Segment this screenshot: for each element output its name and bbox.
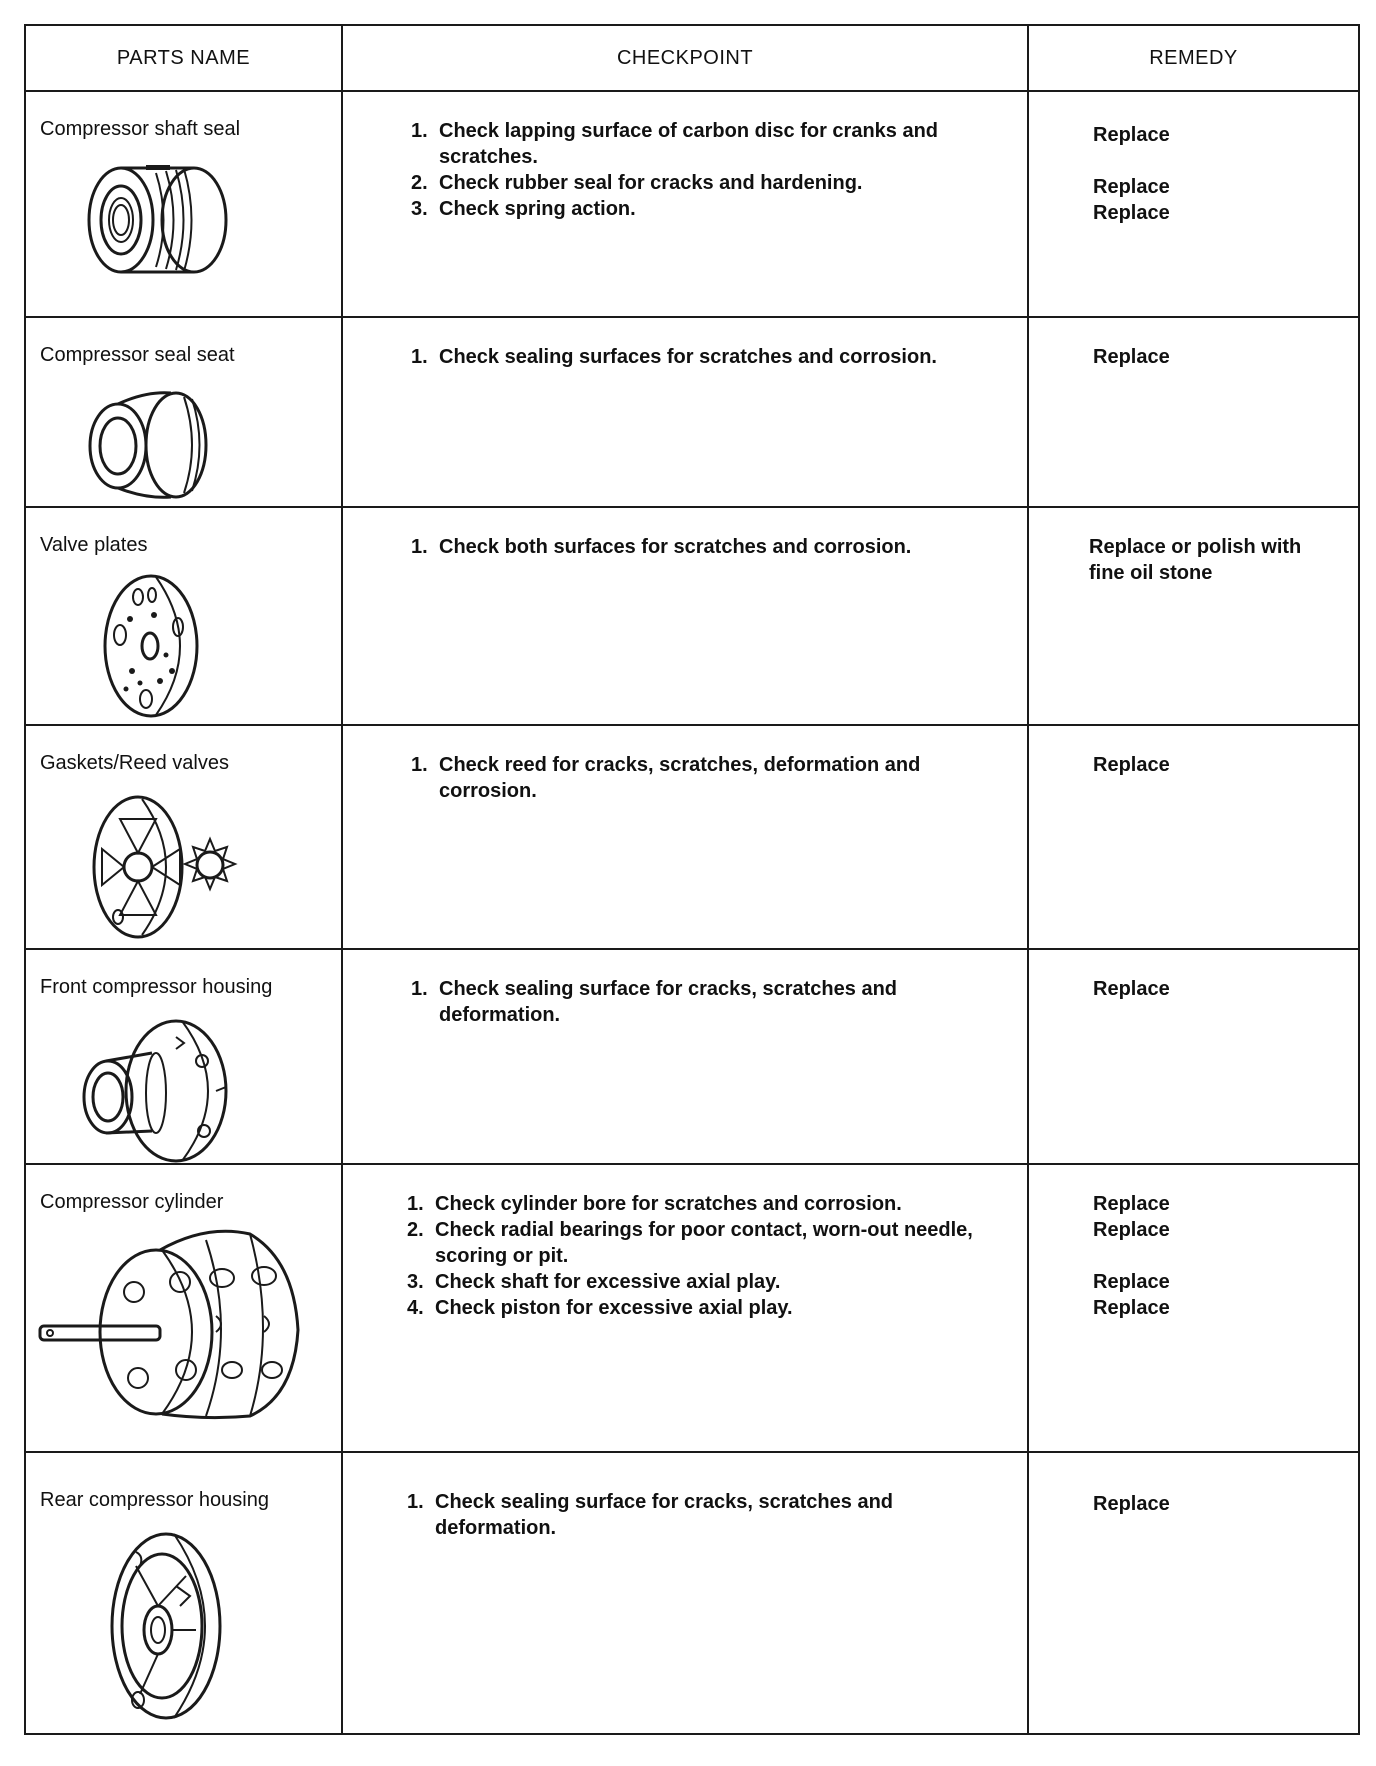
- checkpoint-text: Check spring action.: [439, 198, 636, 220]
- checkpoint-text: Check cylinder bore for scratches and corrosion.: [435, 1193, 902, 1215]
- remedy-text: Replace: [1093, 1493, 1170, 1515]
- table-header-row: [25, 25, 1359, 91]
- checkpoint-item: [411, 752, 997, 804]
- table-row: [25, 91, 1359, 317]
- checkpoint-list: [343, 950, 1027, 1028]
- remedy-cell: [1028, 1164, 1359, 1452]
- checkpoint-cell: [342, 725, 1028, 949]
- checkpoint-list: [343, 1165, 1027, 1321]
- checkpoint-text: Check radial bearings for poor contact, worn-out needle, scoring or pit.: [435, 1219, 973, 1267]
- remedy-text: Replace: [1093, 1297, 1170, 1319]
- part-name: Compressor cylinder: [40, 1191, 224, 1213]
- part-name: Compressor seal seat: [40, 344, 235, 366]
- checkpoint-text: Check sealing surfaces for scratches and corrosion.: [439, 346, 937, 368]
- inspection-table-sheet: [24, 24, 1358, 1748]
- checkpoint-item: [411, 118, 997, 170]
- part-cell: [25, 949, 342, 1164]
- checkpoint-number: 3.: [407, 1271, 424, 1293]
- remedy-text: Replace: [1093, 978, 1170, 1000]
- part-name: Compressor shaft seal: [40, 118, 241, 140]
- part-name: Gaskets/Reed valves: [40, 752, 229, 774]
- checkpoint-item: [411, 534, 997, 560]
- valve-plate-icon: [76, 571, 226, 721]
- checkpoint-list: [343, 726, 1027, 804]
- checkpoint-number: 4.: [407, 1297, 424, 1319]
- part-name: Rear compressor housing: [40, 1489, 269, 1511]
- remedy-text: Replace: [1093, 754, 1170, 776]
- checkpoint-number: 1.: [407, 1491, 424, 1513]
- checkpoint-header: CHECKPOINT: [342, 25, 1028, 91]
- checkpoint-item: [407, 1217, 997, 1269]
- table-row: [25, 507, 1359, 725]
- part-name: Valve plates: [40, 534, 148, 556]
- remedy-text: Replace: [1093, 1219, 1170, 1241]
- checkpoint-cell: [342, 507, 1028, 725]
- checkpoint-text: Check sealing surface for cracks, scratches and deformation.: [435, 1491, 894, 1539]
- checkpoint-text: Check piston for excessive axial play.: [435, 1297, 793, 1319]
- checkpoint-cell: [342, 317, 1028, 507]
- checkpoint-item: [411, 196, 997, 222]
- remedy-cell: [1028, 317, 1359, 507]
- table-row: [25, 317, 1359, 507]
- part-cell: [25, 725, 342, 949]
- remedy-text: Replace: [1093, 1271, 1170, 1293]
- table-row: [25, 1164, 1359, 1452]
- cylinder-icon: [36, 1220, 306, 1420]
- rear-housing-icon: [96, 1526, 256, 1726]
- checkpoint-cell: [342, 1452, 1028, 1734]
- shaft-seal-icon: [76, 155, 236, 285]
- remedy-text: Replace: [1093, 346, 1170, 368]
- remedy-cell: [1028, 1452, 1359, 1734]
- part-cell: [25, 317, 342, 507]
- remedy-text: Replace or polish with fine oil stone: [1089, 536, 1302, 584]
- remedy-text: Replace: [1093, 176, 1170, 198]
- checkpoint-cell: [342, 1164, 1028, 1452]
- remedy-cell: [1028, 949, 1359, 1164]
- remedy-cell: [1028, 725, 1359, 949]
- checkpoint-text: Check both surfaces for scratches and corrosion.: [439, 536, 912, 558]
- checkpoint-number: 1.: [411, 346, 428, 368]
- remedy-header: REMEDY: [1028, 25, 1359, 91]
- checkpoint-item: [411, 170, 997, 196]
- parts-name-header: PARTS NAME: [25, 25, 342, 91]
- table-row: [25, 949, 1359, 1164]
- remedy-cell: [1028, 91, 1359, 317]
- checkpoint-number: 1.: [411, 120, 428, 142]
- checkpoint-item: [407, 1191, 997, 1217]
- seal-seat-icon: [76, 381, 226, 501]
- part-cell: [25, 1164, 342, 1452]
- part-name: Front compressor housing: [40, 976, 273, 998]
- checkpoint-number: 2.: [411, 172, 428, 194]
- part-cell: [25, 1452, 342, 1734]
- remedy-text: Replace: [1093, 202, 1170, 224]
- part-cell: [25, 91, 342, 317]
- inspection-table: [24, 24, 1360, 1735]
- checkpoint-text: Check lapping surface of carbon disc for cranks and scratches.: [439, 120, 939, 168]
- remedy-text: Replace: [1093, 124, 1170, 146]
- checkpoint-cell: [342, 949, 1028, 1164]
- remedy-cell: [1028, 507, 1359, 725]
- checkpoint-item: [407, 1295, 997, 1321]
- checkpoint-number: 1.: [411, 536, 428, 558]
- checkpoint-text: Check sealing surface for cracks, scratches and deformation.: [439, 978, 898, 1026]
- checkpoint-list: [343, 92, 1027, 222]
- checkpoint-item: [411, 976, 997, 1028]
- table-row: [25, 1452, 1359, 1734]
- checkpoint-list: [343, 1453, 1027, 1541]
- checkpoint-number: 1.: [407, 1193, 424, 1215]
- checkpoint-number: 3.: [411, 198, 428, 220]
- checkpoint-item: [407, 1489, 997, 1541]
- part-cell: [25, 507, 342, 725]
- checkpoint-number: 1.: [411, 978, 428, 1000]
- checkpoint-text: Check rubber seal for cracks and hardening.: [439, 172, 863, 194]
- reed-valve-icon: [76, 789, 246, 939]
- checkpoint-list: [343, 318, 1027, 370]
- checkpoint-number: 2.: [407, 1219, 424, 1241]
- checkpoint-text: Check reed for cracks, scratches, deformation and corrosion.: [439, 754, 921, 802]
- checkpoint-cell: [342, 91, 1028, 317]
- checkpoint-item: [407, 1269, 997, 1295]
- checkpoint-list: [343, 508, 1027, 560]
- checkpoint-number: 1.: [411, 754, 428, 776]
- checkpoint-item: [411, 344, 997, 370]
- remedy-text: Replace: [1093, 1193, 1170, 1215]
- checkpoint-text: Check shaft for excessive axial play.: [435, 1271, 781, 1293]
- front-housing-icon: [76, 1013, 236, 1163]
- table-row: [25, 725, 1359, 949]
